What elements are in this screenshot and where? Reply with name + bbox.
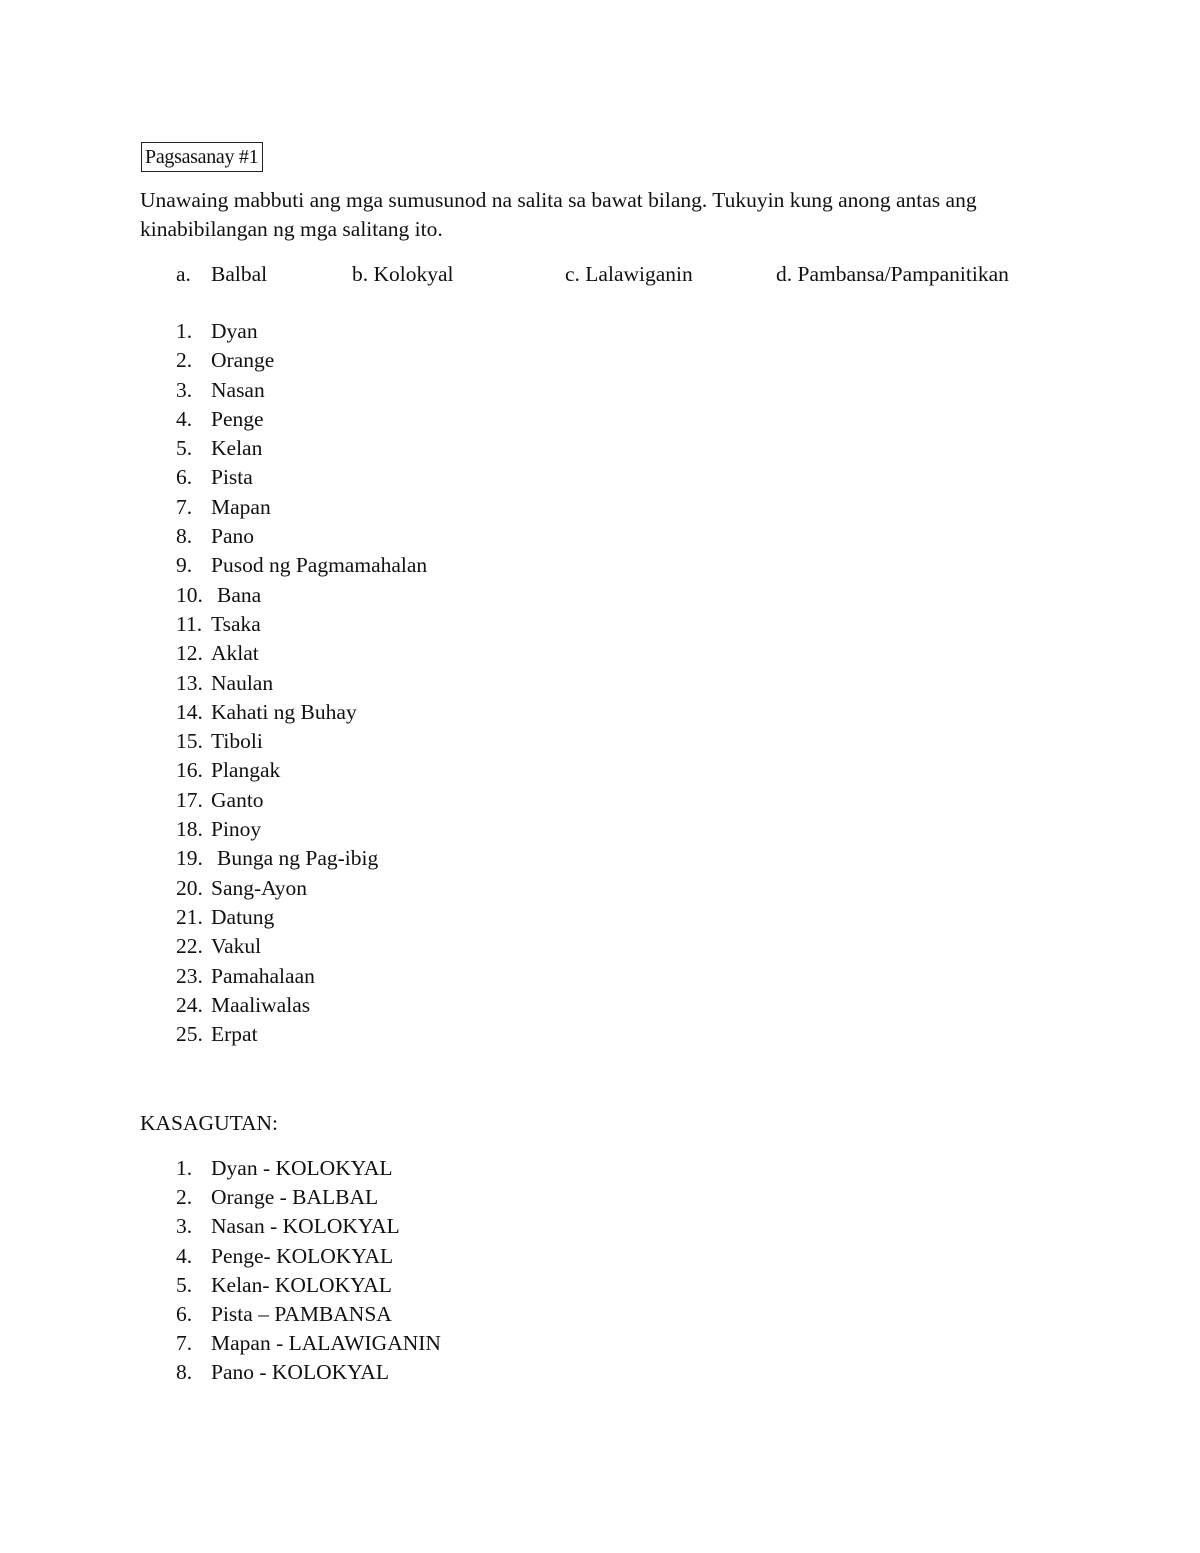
question-item-number: 9. bbox=[176, 553, 193, 578]
question-item-text: Tiboli bbox=[211, 729, 263, 754]
question-item-text: Pinoy bbox=[211, 817, 262, 842]
question-item bbox=[0, 727, 1200, 756]
question-item-number: 4. bbox=[176, 406, 193, 431]
question-item-number: 13. bbox=[176, 670, 203, 695]
question-item-text: Kahati ng Buhay bbox=[211, 699, 357, 724]
answer-item-text: Pano - KOLOKYAL bbox=[211, 1360, 389, 1385]
question-item-text: Dyan bbox=[211, 319, 258, 343]
question-item-number: 20. bbox=[176, 875, 203, 900]
question-item-text: Sang-Ayon bbox=[211, 875, 307, 900]
question-item-number: 15. bbox=[176, 729, 203, 754]
answer-item-text: Kelan- KOLOKYAL bbox=[211, 1272, 392, 1297]
question-item-number: 1. bbox=[176, 319, 193, 343]
question-item-number: 14. bbox=[176, 699, 203, 724]
question-item-number: 3. bbox=[176, 377, 193, 402]
question-item-text: Pamahalaan bbox=[211, 963, 315, 988]
question-item-number: 21. bbox=[176, 904, 203, 929]
answer-item bbox=[0, 1242, 1200, 1271]
question-item-number: 17. bbox=[176, 787, 203, 812]
question-item-number: 12. bbox=[176, 641, 203, 666]
question-item-number: 11. bbox=[176, 611, 203, 636]
answer-item bbox=[0, 1271, 1200, 1300]
question-item-number: 24. bbox=[176, 992, 203, 1017]
question-item-text: Nasan bbox=[211, 377, 265, 402]
question-item bbox=[0, 581, 1200, 610]
question-item bbox=[0, 317, 1200, 346]
question-item-text: Aklat bbox=[211, 641, 259, 666]
question-item bbox=[0, 376, 1200, 405]
answer-item-text: Pista – PAMBANSA bbox=[211, 1301, 392, 1326]
question-item bbox=[0, 698, 1200, 727]
question-item bbox=[0, 815, 1200, 844]
answer-item bbox=[0, 1154, 1200, 1183]
question-item bbox=[0, 522, 1200, 551]
answer-item-text: Dyan - KOLOKYAL bbox=[211, 1156, 393, 1180]
question-item bbox=[0, 874, 1200, 903]
question-item bbox=[0, 1020, 1200, 1049]
answer-item bbox=[0, 1329, 1200, 1358]
choice-c: c. Lalawiganin bbox=[565, 262, 693, 286]
question-item bbox=[0, 434, 1200, 463]
question-item-text: Pusod ng Pagmamahalan bbox=[211, 553, 428, 578]
question-item bbox=[0, 463, 1200, 492]
question-list bbox=[0, 317, 1200, 1049]
question-item bbox=[0, 844, 1200, 873]
answer-item-number: 3. bbox=[176, 1214, 193, 1239]
answer-item-number: 8. bbox=[176, 1360, 193, 1385]
question-item-text: Pista bbox=[211, 465, 253, 490]
answer-item-number: 7. bbox=[176, 1331, 193, 1356]
question-item-number: 23. bbox=[176, 963, 203, 988]
answers-title: KASAGUTAN: bbox=[140, 1111, 279, 1135]
answer-item-number: 6. bbox=[176, 1301, 193, 1326]
answer-item-text: Nasan - KOLOKYAL bbox=[211, 1214, 400, 1239]
answer-item-number: 5. bbox=[176, 1272, 193, 1297]
choice-b: b. Kolokyal bbox=[352, 262, 454, 286]
answer-list bbox=[0, 1154, 1200, 1388]
question-item bbox=[0, 551, 1200, 580]
question-item-number: 5. bbox=[176, 436, 193, 461]
question-item-number: 8. bbox=[176, 524, 193, 549]
question-item-text: Erpat bbox=[211, 1022, 258, 1047]
question-item-text: Bana bbox=[217, 582, 262, 607]
question-item-number: 6. bbox=[176, 465, 193, 490]
question-item-text: Maaliwalas bbox=[211, 992, 311, 1017]
answer-item bbox=[0, 1300, 1200, 1329]
answer-item-text: Orange - BALBAL bbox=[211, 1185, 379, 1210]
question-item-text: Kelan bbox=[211, 436, 263, 461]
question-item-text: Mapan bbox=[211, 494, 271, 519]
answer-item bbox=[0, 1212, 1200, 1241]
answer-item bbox=[0, 1358, 1200, 1387]
question-item-number: 16. bbox=[176, 758, 203, 783]
exercise-title: Pagsasanay #1 bbox=[141, 142, 263, 172]
question-item bbox=[0, 786, 1200, 815]
question-item-number: 18. bbox=[176, 817, 203, 842]
question-item-text: Orange bbox=[211, 348, 275, 373]
question-item bbox=[0, 610, 1200, 639]
question-item bbox=[0, 346, 1200, 375]
choice-d: d. Pambansa/Pampanitikan bbox=[776, 262, 1009, 286]
question-item-text: Datung bbox=[211, 904, 275, 929]
choice-list bbox=[0, 259, 1200, 289]
question-item bbox=[0, 903, 1200, 932]
question-item-text: Penge bbox=[211, 406, 264, 431]
question-item-number: 2. bbox=[176, 348, 193, 373]
question-item-text: Tsaka bbox=[211, 611, 261, 636]
answer-item-text: Penge- KOLOKYAL bbox=[211, 1243, 394, 1268]
question-item bbox=[0, 669, 1200, 698]
question-item bbox=[0, 991, 1200, 1020]
choice-a-letter: a. bbox=[176, 262, 191, 286]
answer-item-number: 4. bbox=[176, 1243, 193, 1268]
question-item-text: Naulan bbox=[211, 670, 274, 695]
answer-item-number: 2. bbox=[176, 1185, 193, 1210]
question-item-text: Bunga ng Pag-ibig bbox=[217, 846, 379, 871]
exercise-instructions: Unawaing mabbuti ang mga sumusunod na salita sa bawat bilang. Tukuyin kung anong antas ang kinabibilangan ng mga salitang ito. bbox=[140, 188, 977, 241]
question-item-text: Vakul bbox=[211, 934, 262, 959]
question-item-text: Pano bbox=[211, 524, 254, 549]
question-item-text: Plangak bbox=[211, 758, 281, 783]
question-item-number: 7. bbox=[176, 494, 193, 519]
question-item bbox=[0, 932, 1200, 961]
answer-item bbox=[0, 1183, 1200, 1212]
answer-item-number: 1. bbox=[176, 1156, 193, 1180]
choice-a-text: Balbal bbox=[211, 262, 268, 286]
question-item bbox=[0, 639, 1200, 668]
question-item-text: Ganto bbox=[211, 787, 264, 812]
question-item-number: 25. bbox=[176, 1022, 203, 1047]
question-item bbox=[0, 493, 1200, 522]
question-item-number: 22. bbox=[176, 934, 203, 959]
question-item-number: 19. bbox=[176, 846, 203, 871]
question-item-number: 10. bbox=[176, 582, 203, 607]
question-item bbox=[0, 756, 1200, 785]
question-item bbox=[0, 405, 1200, 434]
question-item bbox=[0, 962, 1200, 991]
answer-item-text: Mapan - LALAWIGANIN bbox=[211, 1331, 441, 1356]
